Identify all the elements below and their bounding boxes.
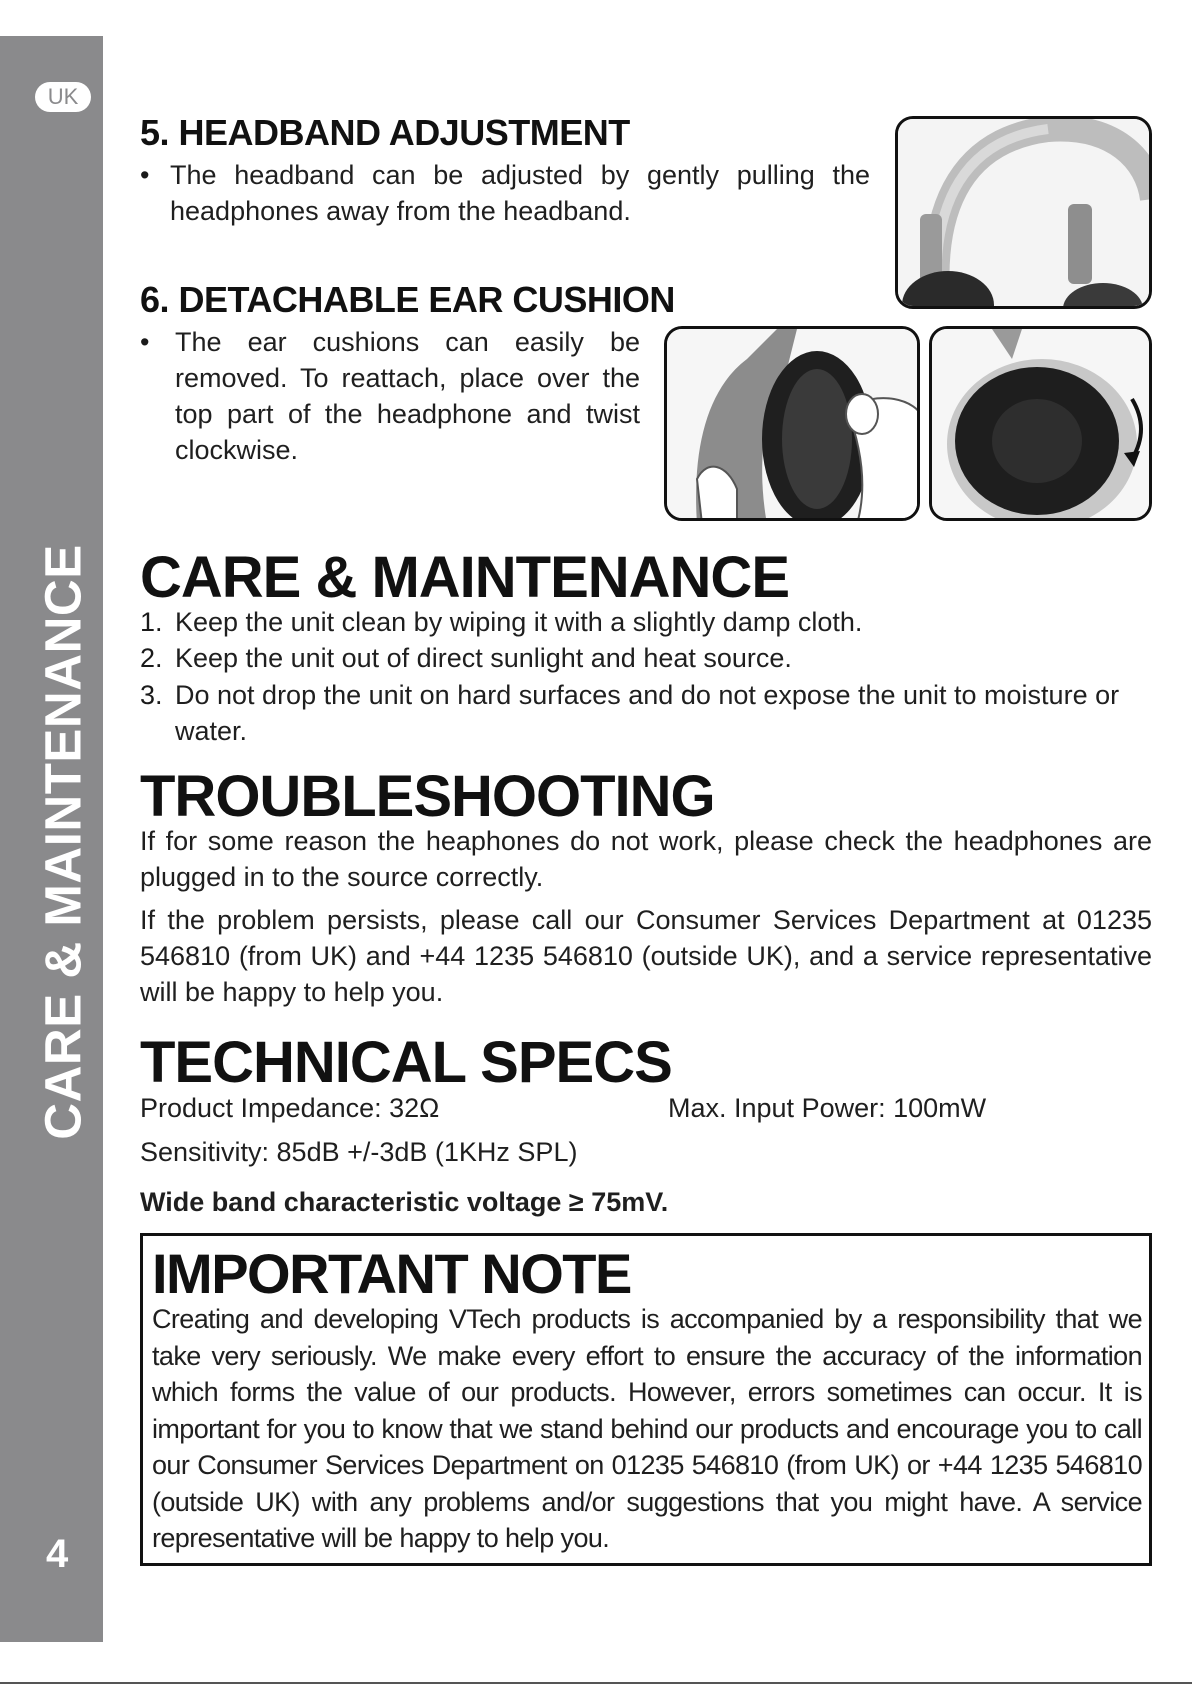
specs-heading: TECHNICAL SPECS	[140, 1030, 672, 1095]
page-number: 4	[46, 1532, 69, 1576]
troubleshooting-para-2: If the problem persists, please call our Consumer Services Department at 01235 546810 (from UK) and +44 1235 546810 (outside UK), and a service representative will be happy to help you.	[140, 905, 1152, 1007]
spec-impedance: Product Impedance: 32Ω	[140, 1093, 440, 1123]
headphones-icon	[898, 119, 1152, 309]
headband-bullet: •	[140, 160, 150, 190]
care-item-num: 3.	[140, 680, 163, 710]
language-badge: UK	[35, 82, 91, 112]
important-note-text: Creating and developing VTech products is accompanied by a responsibility that we take very seriously. We make every effort to ensure the accuracy of the information which forms the value of our products. However, errors sometimes can occur. It is important for you to know that we stand behind our products and encourage you to call our Consumer Services Department on 01235 546810 (from UK) or +44 1235 546810 (outside UK) with any problems and/or suggestions that you might have. A service representative will be happy to help you.	[152, 1304, 1142, 1553]
cushion-attached-photo	[929, 326, 1152, 521]
headband-photo	[895, 116, 1152, 309]
important-note-box	[140, 1233, 1152, 1566]
sidebar-title: CARE & MAINTENANCE	[34, 544, 92, 1140]
care-heading: CARE & MAINTENANCE	[140, 545, 789, 610]
care-item: Keep the unit out of direct sunlight and heat source.	[175, 643, 792, 673]
troubleshooting-para-1: If for some reason the heaphones do not work, please check the headphones are plugged in to the source correctly.	[140, 826, 1152, 892]
care-item-num: 1.	[140, 607, 163, 637]
ear-cushion-bullet: •	[140, 327, 150, 357]
ear-cushion-icon	[932, 329, 1152, 521]
troubleshooting-heading: TROUBLESHOOTING	[140, 764, 715, 829]
spec-sensitivity: Sensitivity: 85dB +/-3dB (1KHz SPL)	[140, 1137, 578, 1167]
bottom-rule	[0, 1682, 1192, 1684]
care-item: Do not drop the unit on hard surfaces and do not expose the unit to moisture or water.	[175, 680, 1120, 746]
care-item-num: 2.	[140, 643, 163, 673]
ear-cushion-heading: 6. DETACHABLE EAR CUSHION	[140, 279, 675, 320]
cushion-remove-photo	[664, 326, 920, 521]
ear-cushion-text: The ear cushions can easily be removed. To reattach, place over the top part of the headphone and twist clockwise.	[175, 327, 640, 465]
spec-wide-band: Wide band characteristic voltage ≥ 75mV.	[140, 1187, 669, 1217]
headband-heading: 5. HEADBAND ADJUSTMENT	[140, 112, 630, 153]
headband-text: The headband can be adjusted by gently pulling the headphones away from the headband.	[170, 160, 870, 226]
spec-max-power: Max. Input Power: 100mW	[668, 1093, 987, 1123]
care-item: Keep the unit clean by wiping it with a slightly damp cloth.	[175, 607, 863, 637]
hand-removing-cushion-icon	[667, 329, 920, 521]
important-note-heading: IMPORTANT NOTE	[152, 1242, 631, 1305]
